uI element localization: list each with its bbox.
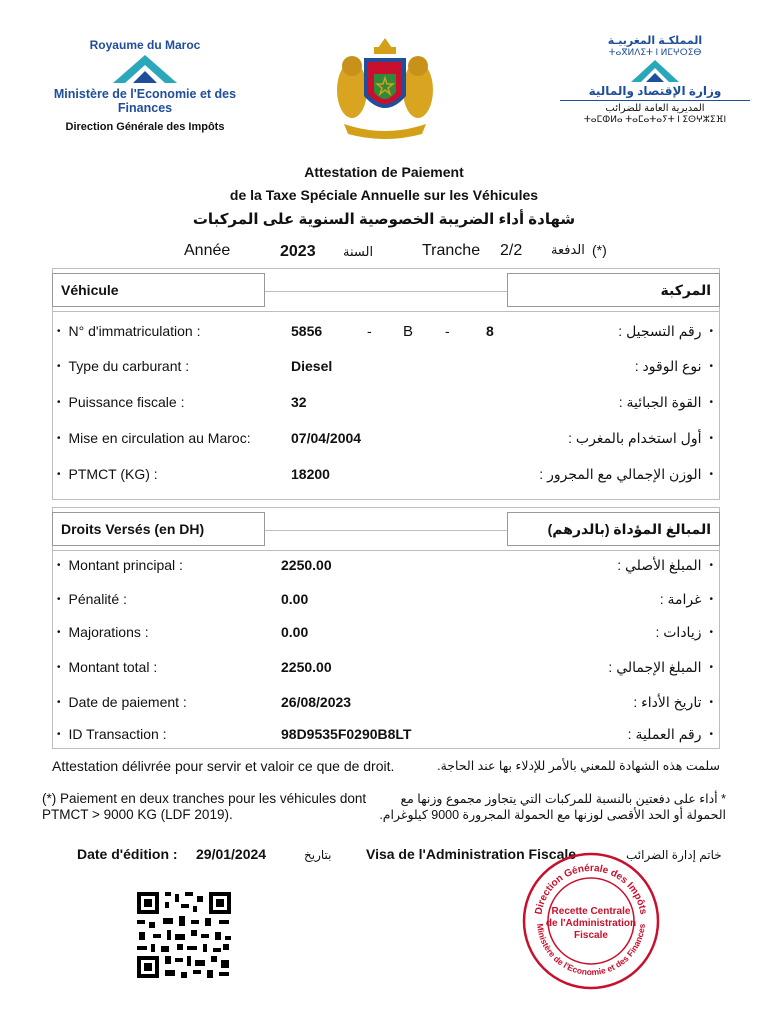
principal-ar-label: • المبلغ الأصلي :	[617, 557, 713, 574]
vehicle-header-divider	[53, 311, 719, 312]
title-line-3-ar: شهادة أداء الضريبة الخصوصية السنوية على المركبات	[192, 211, 576, 228]
majorations-value: 0.00	[281, 624, 309, 640]
ptmct-ar-label: • الوزن الإجمالي مع المجرور :	[539, 466, 713, 483]
fuel-ar-label: • نوع الوقود :	[635, 358, 713, 375]
stamp-outer-bottom: Ministère de l'Economie et des Finances	[534, 922, 647, 978]
ministry-logo-right-icon	[625, 58, 685, 84]
annee-ar-label: السنة	[343, 244, 374, 259]
edition-label: Date d'édition :	[77, 846, 178, 862]
document-title	[0, 164, 768, 235]
vehicle-section	[52, 268, 720, 500]
tranche-note-fr-2: PTMCT > 9000 KG (LDF 2019).	[42, 807, 233, 822]
tranche-note-ar-2: الحمولة أو الحد الأقصى لوزنها مع الحمولة المجرورة 9000 كيلوغرام.	[379, 808, 726, 822]
direction-ar-label: المديرية العامة للضرائب	[605, 103, 705, 114]
vehicle-section-ar: المركبة	[507, 273, 720, 307]
power-fr-label: • Puissance fiscale :	[57, 394, 184, 410]
vehicle-section-fr: Véhicule	[52, 273, 265, 307]
title-line-2: de la Taxe Spéciale Annuelle sur les Véhicules	[229, 187, 539, 203]
annee-label: Année	[184, 242, 231, 259]
ministry-label: Ministère de l'Economie et des Finances	[53, 87, 237, 115]
tranche-note-fr-1: (*) Paiement en deux tranches pour les véhicules dont	[42, 791, 367, 806]
kingdom-ar-label: المملكـة المغربيـة	[607, 35, 703, 47]
total-value: 2250.00	[281, 659, 332, 675]
edition-date: 29/01/2024	[196, 846, 267, 862]
power-ar-label: • القوة الجبائية :	[619, 394, 713, 411]
payment-section-ar: المبالغ المؤداة (بالدرهم)	[507, 512, 720, 546]
year-value: 2023	[280, 243, 316, 260]
stamp-inner-1: Recette Centrale	[551, 906, 631, 917]
payment-date-ar-label: • تاريخ الأداء :	[633, 694, 713, 711]
ptmct-value: 18200	[291, 466, 330, 482]
penalty-ar-label: • غرامة :	[660, 591, 713, 608]
direction-label: Direction Générale des Impôts	[65, 121, 225, 133]
title-line-1: Attestation de Paiement	[304, 164, 464, 180]
edition-ar-label: بتاريخ	[304, 848, 332, 862]
tranche-asterisk: (*)	[592, 242, 607, 258]
payment-header-divider	[53, 550, 719, 551]
payment-date-value: 26/08/2023	[281, 694, 352, 710]
kingdom-tifinagh-label: ⵜⴰⴳⵍⴷⵉⵜ ⵏ ⵍⵎⵖⵔⵉⴱ	[608, 47, 702, 57]
visa-ar-label: خاتم إدارة الضرائب	[626, 848, 722, 862]
power-value: 32	[291, 394, 307, 410]
principal-fr-label: • Montant principal :	[57, 557, 183, 573]
stamp-inner-3: Fiscale	[574, 930, 608, 941]
fuel-value: Diesel	[291, 358, 333, 374]
circulation-ar-label: • أول استخدام بالمغرب :	[568, 430, 713, 447]
kingdom-label: Royaume du Maroc	[89, 38, 201, 52]
tranche-ar-label: الدفعة	[551, 242, 585, 257]
ministry-ar-label: وزارة الإقتصاد والمالية	[560, 84, 750, 101]
ptmct-fr-label: • PTMCT (KG) :	[57, 466, 158, 482]
plate-dash-1: -	[367, 323, 372, 339]
payment-date-fr-label: • Date de paiement :	[57, 694, 187, 710]
direction-tifinagh-label: ⵜⴰⵎⵀⵍⴰ ⵜⴰⵎⴰⵜⴰⵢⵜ ⵏ ⵉⵙⵖⵣⵉⴼⵏ	[583, 114, 727, 124]
payment-section-fr: Droits Versés (en DH)	[52, 512, 265, 546]
header-left	[30, 38, 260, 133]
qr-code-icon	[135, 890, 233, 980]
tranche-note-ar-1: * أداء على دفعتين بالنسبة للمركبات التي يتجاوز مجموع وزنها مع	[400, 792, 726, 806]
header-right	[560, 34, 750, 125]
ministry-triangle-logo-icon	[105, 53, 185, 85]
total-ar-label: • المبلغ الإجمالي :	[608, 659, 713, 676]
delivered-note-fr: Attestation délivrée pour servir et valoir ce que de droit.	[52, 758, 395, 774]
plate-dash-2: -	[445, 323, 450, 339]
visa-fr-label: Visa de l'Administration Fiscale	[366, 846, 577, 862]
plate-ar-label: • رقم التسجيل :	[618, 323, 713, 340]
majorations-ar-label: • زيادات :	[655, 624, 713, 641]
transaction-fr-label: • ID Transaction :	[57, 726, 167, 742]
royal-coat-of-arms-icon	[330, 36, 440, 144]
vehicle-header-line	[265, 291, 507, 292]
payment-section	[52, 507, 720, 749]
transaction-value: 98D9535F0290B8LT	[281, 726, 412, 742]
circulation-value: 07/04/2004	[291, 430, 362, 446]
plate-letter: B	[403, 323, 414, 340]
transaction-ar-label: • رقم العملية :	[628, 726, 713, 743]
tranche-value: 2/2	[500, 242, 523, 259]
payment-header-line	[265, 530, 507, 531]
total-fr-label: • Montant total :	[57, 659, 157, 675]
official-stamp-icon	[520, 850, 662, 992]
fuel-fr-label: • Type du carburant :	[57, 358, 189, 374]
plate-fr-label: • N° d'immatriculation :	[57, 323, 201, 339]
plate-region: 8	[486, 323, 494, 339]
penalty-fr-label: • Pénalité :	[57, 591, 127, 607]
penalty-value: 0.00	[281, 591, 309, 607]
stamp-inner-2: de l'Administration	[545, 918, 637, 929]
tranche-label: Tranche	[422, 242, 481, 259]
circulation-fr-label: • Mise en circulation au Maroc:	[57, 430, 251, 446]
majorations-fr-label: • Majorations :	[57, 624, 149, 640]
plate-number: 5856	[291, 323, 323, 339]
principal-value: 2250.00	[281, 557, 332, 573]
delivered-note-ar: سلمت هذه الشهادة للمعني بالأمر للإدلاء بها عند الحاجة.	[437, 759, 720, 773]
stamp-outer-top: Direction Générale des Impôts	[533, 862, 649, 916]
